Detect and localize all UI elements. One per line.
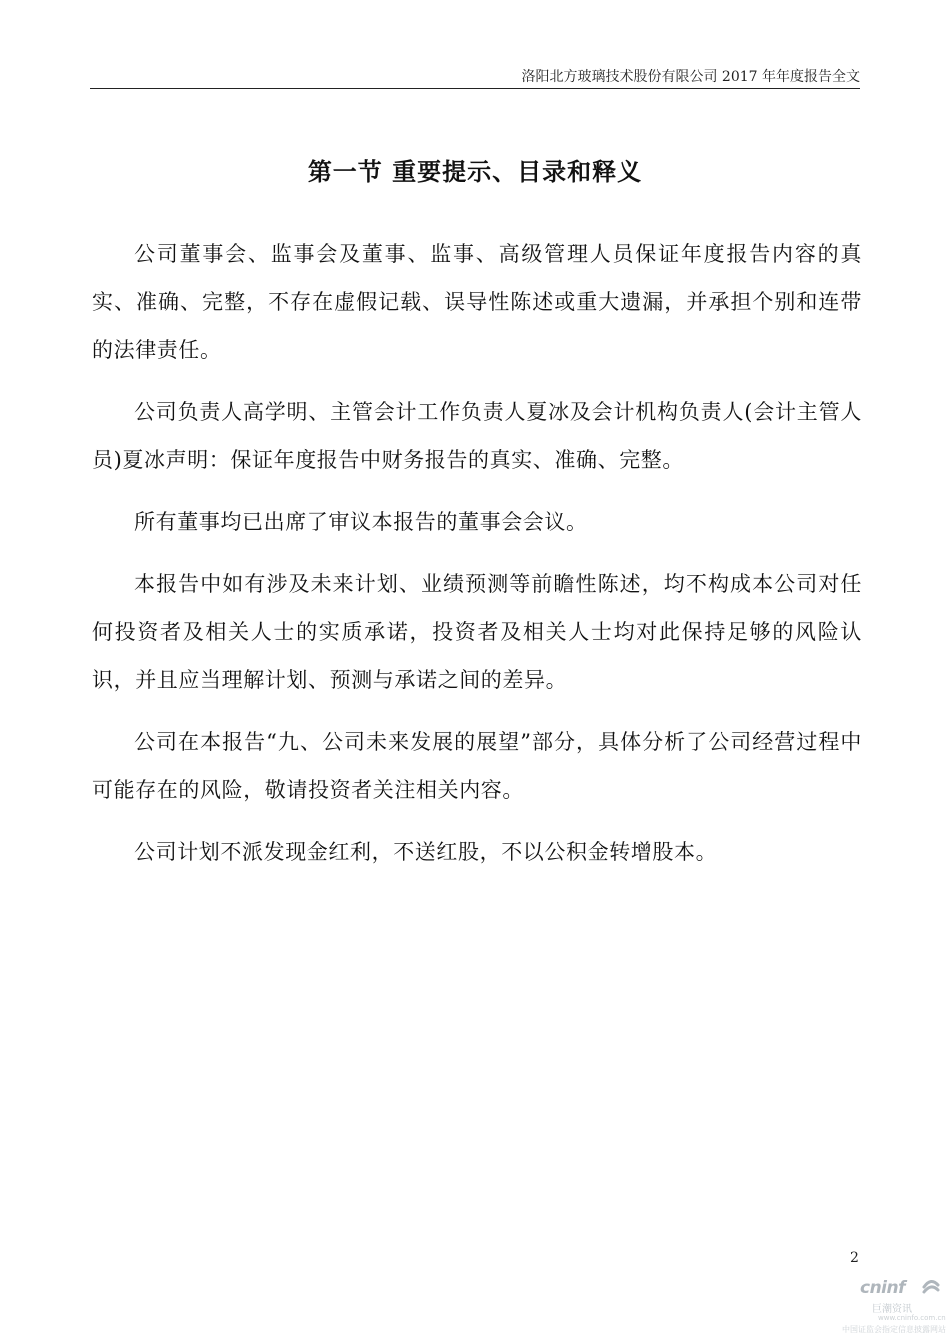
watermark-brand-cn: 巨潮资讯 <box>872 1304 912 1315</box>
cninfo-watermark <box>838 1278 946 1338</box>
cninfo-logo-icon <box>922 1279 940 1297</box>
paragraph-board-guarantee: 公司董事会、监事会及董事、监事、高级管理人员保证年度报告内容的真实、准确、完整，不存在虚假记载、误导性陈述或重大遗漏，并承担个别和连带的法律责任。 <box>92 242 862 362</box>
report-header-title: 洛阳北方玻璃技术股份有限公司 2017 年年度报告全文 <box>521 69 860 85</box>
body-text <box>92 230 862 890</box>
paragraph-dividend-plan: 公司计划不派发现金红利，不送红股，不以公积金转增股本。 <box>134 840 718 864</box>
paragraph-board-attendance: 所有董事均已出席了审议本报告的董事会会议。 <box>134 510 588 534</box>
header-divider <box>90 88 860 89</box>
paragraph-risk-notice: 公司在本报告“九、公司未来发展的展望”部分，具体分析了公司经营过程中可能存在的风险，敬请投资者关注相关内容。 <box>92 730 862 802</box>
paragraph-financial-statement: 公司负责人高学明、主管会计工作负责人夏冰及会计机构负责人(会计主管人员)夏冰声明：保证年度报告中财务报告的真实、准确、完整。 <box>92 400 862 472</box>
watermark-tagline: 中国证监会指定信息披露网站 <box>842 1325 946 1334</box>
watermark-url: www.cninfo.com.cn <box>878 1314 946 1322</box>
page-number: 2 <box>850 1250 859 1266</box>
paragraph-forward-looking: 本报告中如有涉及未来计划、业绩预测等前瞻性陈述，均不构成本公司对任何投资者及相关人士的实质承诺，投资者及相关人士均对此保持足够的风险认识，并且应当理解计划、预测与承诺之间的差异。 <box>92 572 862 692</box>
watermark-brand: cninf <box>860 1278 906 1298</box>
section-title: 第一节 重要提示、目录和释义 <box>307 158 643 186</box>
